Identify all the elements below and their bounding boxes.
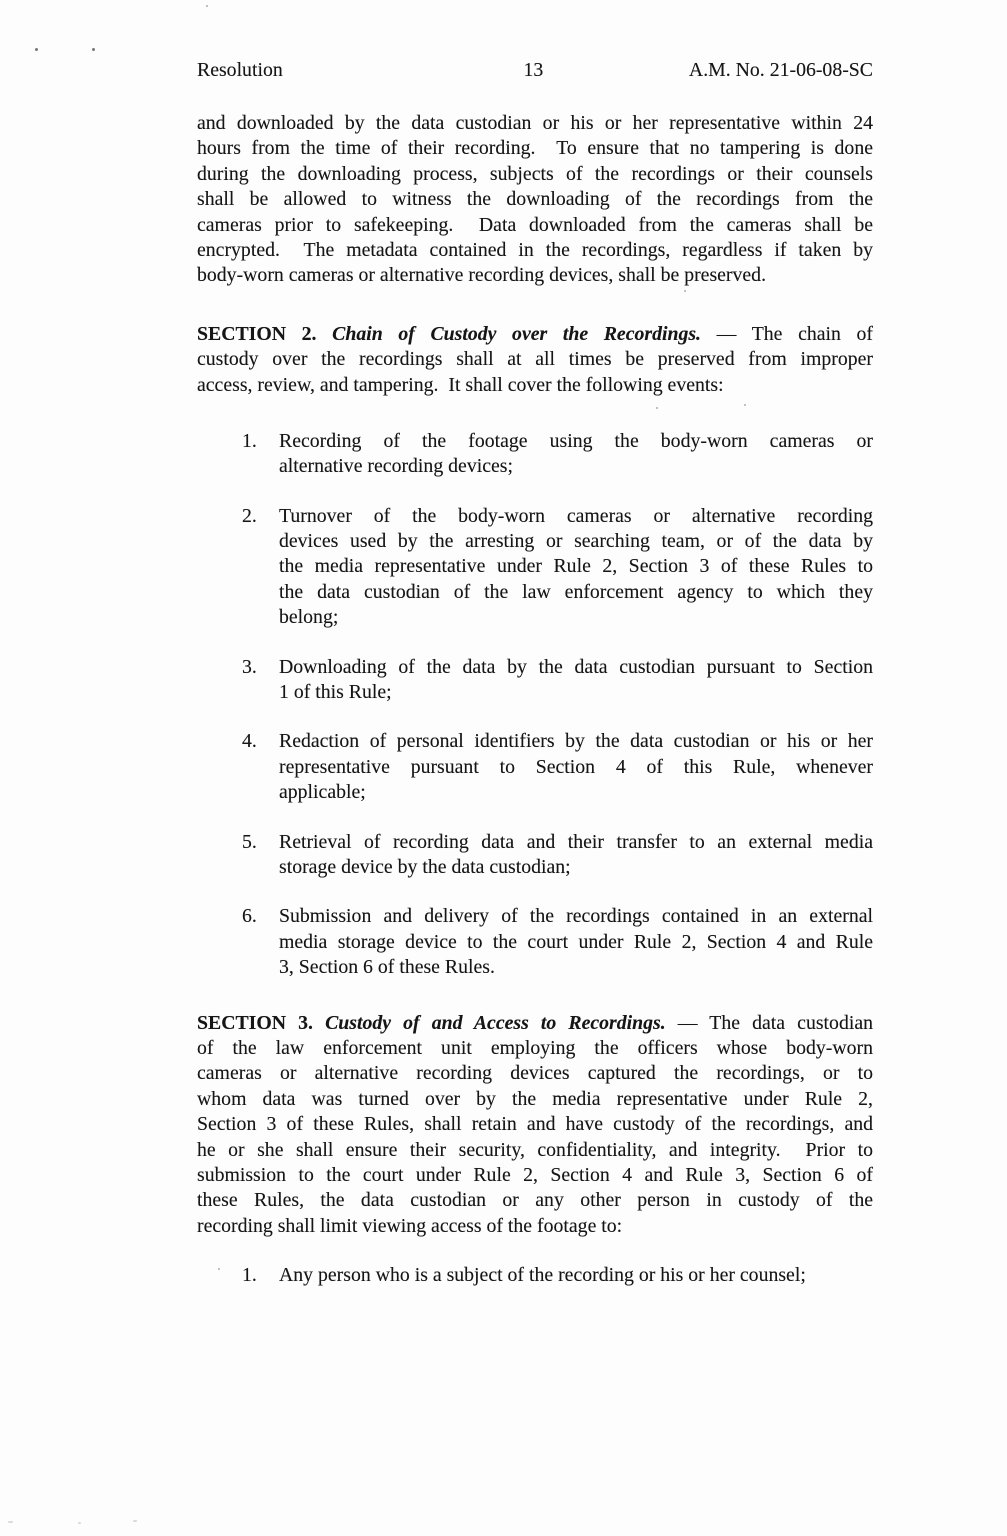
text-line: and downloaded by the data custodian or his or her representative within 24 xyxy=(197,112,873,134)
section-2-title: Chain of Custody over the Recordings. xyxy=(332,322,701,345)
text-line: custody over the recordings shall at all times be preserved from improper xyxy=(197,348,873,371)
text-line: access, review, and tampering. It shall cover the following events: xyxy=(197,373,724,396)
text-line: cameras prior to safekeeping. Data downloaded from the cameras shall be xyxy=(197,213,873,236)
list-item xyxy=(197,429,873,480)
text-line: applicable; xyxy=(279,781,366,804)
section-2-lead-text: — The chain of xyxy=(716,322,874,345)
header-document-type: Resolution xyxy=(197,59,283,81)
scan-speck xyxy=(656,407,658,409)
text-line: media storage device to the court under Rule 2, Section 4 and Rule xyxy=(279,930,873,953)
scan-speck xyxy=(35,48,38,51)
list-item xyxy=(197,830,873,881)
text-line: Redaction of personal identifiers by the data custodian or his or her xyxy=(279,730,873,753)
scan-speck xyxy=(218,1268,220,1270)
text-line: the media representative under Rule 2, Section 3 of these Rules to xyxy=(279,555,873,578)
text-line: Turnover of the body-worn cameras or alternative recording xyxy=(279,504,873,527)
section-3-lead-text: — The data custodian xyxy=(677,1011,873,1034)
scan-speck xyxy=(8,1521,13,1523)
text-line: devices used by the arresting or searching team, or of the data by xyxy=(279,530,873,553)
section-2 xyxy=(197,322,873,981)
section-3-title: Custody of and Access to Recordings. xyxy=(325,1011,666,1034)
section-2-heading-line xyxy=(197,322,873,347)
text-line: storage device by the data custodian; xyxy=(279,855,571,878)
text-line: cameras or alternative recording devices captured the recordings, or to xyxy=(197,1062,873,1085)
text-line: Any person who is a subject of the recording or his or her counsel; xyxy=(279,1264,806,1287)
list-item-number: 1. xyxy=(242,1264,257,1287)
text-line: Section 3 of these Rules, shall retain and have custody of the recordings, and xyxy=(197,1113,873,1136)
text-line: during the downloading process, subjects of the recordings or their counsels xyxy=(197,162,873,185)
section-3-heading-line xyxy=(197,1011,873,1036)
section-3-list xyxy=(197,1263,873,1288)
header-page-number: 13 xyxy=(523,59,544,81)
list-item-number: 4. xyxy=(242,730,257,753)
text-line: shall be allowed to witness the downloading of the recordings from the xyxy=(197,188,873,211)
scan-speck xyxy=(744,404,746,406)
list-item xyxy=(197,655,873,706)
list-item xyxy=(197,904,873,980)
text-line: encrypted. The metadata contained in the recordings, regardless if taken by xyxy=(197,238,873,261)
text-line: representative pursuant to Section 4 of this Rule, whenever xyxy=(279,755,873,778)
list-item-number: 6. xyxy=(242,905,257,928)
scan-speck xyxy=(133,1520,137,1522)
text-line: Recording of the footage using the body-worn cameras or xyxy=(279,429,873,452)
text-line: he or she shall ensure their security, confidentiality, and integrity. Prior to xyxy=(197,1138,873,1161)
section-3-label: SECTION 3. xyxy=(197,1011,313,1034)
list-item-number: 5. xyxy=(242,830,257,853)
text-line: hours from the time of their recording. To ensure that no tampering is done xyxy=(197,137,873,160)
text-line: Retrieval of recording data and their transfer to an external media xyxy=(279,830,873,853)
scan-speck xyxy=(684,290,686,292)
section-3 xyxy=(197,1011,873,1289)
text-line: 3, Section 6 of these Rules. xyxy=(279,956,495,979)
text-line: these Rules, the data custodian or any other person in custody of the xyxy=(197,1189,873,1212)
list-item-number: 3. xyxy=(242,655,257,678)
text-line: alternative recording devices; xyxy=(279,455,513,478)
text-line: of the law enforcement unit employing the officers whose body-worn xyxy=(197,1036,873,1059)
list-item-number: 2. xyxy=(242,504,257,527)
scan-speck xyxy=(92,48,95,51)
list-item xyxy=(197,504,873,631)
text-line: body-worn cameras or alternative recording devices, shall be preserved. xyxy=(197,264,767,287)
text-line: whom data was turned over by the media representative under Rule 2, xyxy=(197,1087,873,1110)
scan-speck xyxy=(78,1522,81,1524)
header-case-number: A.M. No. 21-06-08-SC xyxy=(688,59,873,81)
section-2-list xyxy=(197,429,873,981)
text-line: submission to the court under Rule 2, Section 4 and Rule 3, Section 6 of xyxy=(197,1163,873,1186)
list-item xyxy=(197,729,873,805)
list-item xyxy=(197,1263,873,1288)
page-header xyxy=(197,57,873,83)
text-line: 1 of this Rule; xyxy=(279,681,392,704)
text-line: the data custodian of the law enforcement agency to which they xyxy=(279,580,873,603)
text-line: belong; xyxy=(279,606,339,629)
text-line: recording shall limit viewing access of the footage to: xyxy=(197,1214,623,1237)
section-2-label: SECTION 2. xyxy=(197,322,317,345)
scan-speck xyxy=(206,5,208,7)
text-line: Downloading of the data by the data custodian pursuant to Section xyxy=(279,655,873,678)
text-line: Submission and delivery of the recordings contained in an external xyxy=(279,905,873,928)
list-item-number: 1. xyxy=(242,429,257,452)
continuation-paragraph xyxy=(197,111,873,289)
document-content xyxy=(197,57,873,1288)
